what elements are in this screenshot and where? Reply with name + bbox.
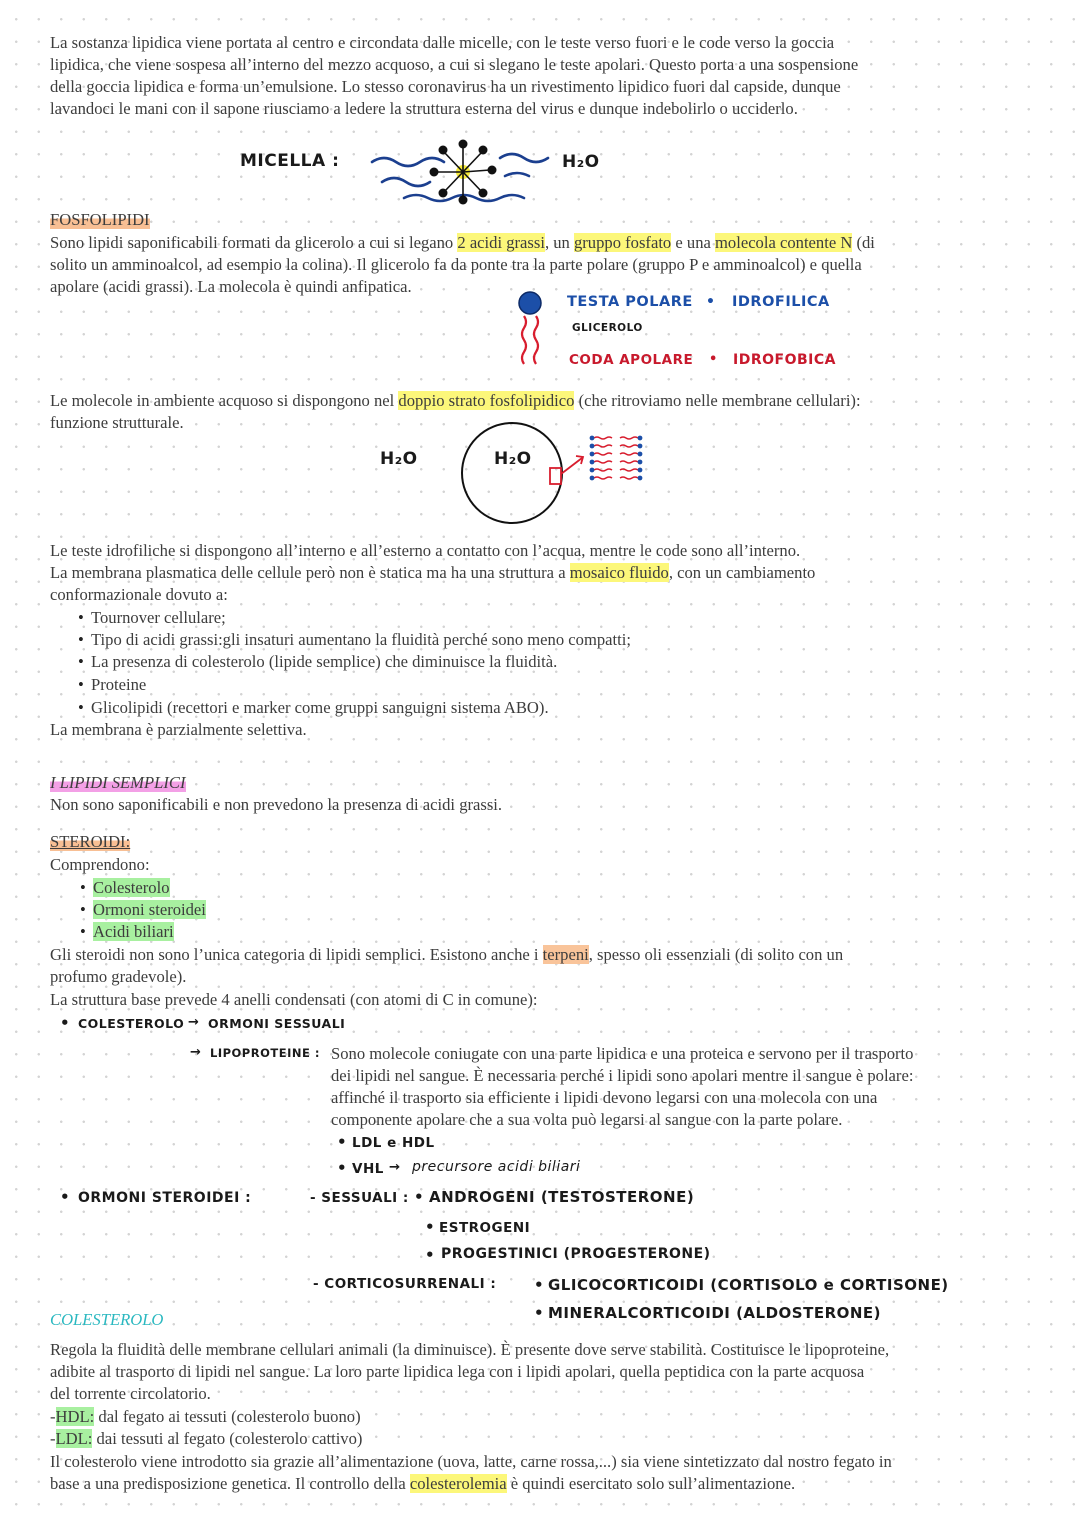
fosfolipidi-heading: FOSFOLIPIDI (50, 210, 150, 229)
lipo-line-1: Sono molecole coniugate con una parte lipidica e una proteica e servono per il trasporto (331, 1044, 914, 1063)
hw-ormoni-sessuali: ORMONI SESSUALI (208, 1016, 346, 1031)
arrow-icon: → (188, 1015, 200, 1030)
membrane-line-2: La membrana plasmatica delle cellule però non è statica ma ha una struttura a mosaico fluido, con un cambiamento (50, 563, 816, 582)
intro-line-2: lipidica, che viene sospesa all’interno del mezzo acquoso, a cui si slegano le teste apolari. Questo porta a una sospensione (50, 55, 859, 74)
arrow-icon: → (389, 1160, 401, 1175)
hdl-line: -HDL: dal fegato ai tessuti (colesterolo buono) (50, 1407, 361, 1426)
hw-ormoni-steroidei: ORMONI STEROIDEI : (78, 1190, 252, 1206)
ldl-line: -LDL: dai tessuti al fegato (colesterolo cattivo) (50, 1429, 363, 1448)
colesterolo-line-2: adibite al trasporto di lipidi nel sangue. La loro parte lipidica lega con i lipidi apolari, quella peptidica con la parte acquosa (50, 1362, 865, 1381)
water-outside-label: H₂O (380, 449, 418, 469)
vesicle-drawing (460, 418, 690, 528)
hw-vhl-note: precursore acidi biliari (412, 1159, 581, 1175)
bullet-dot-1: • (706, 294, 716, 310)
steroidi-item: • Acidi biliari (93, 921, 174, 943)
phospholipid-drawing (508, 290, 568, 380)
hw-sessuali: - SESSUALI : (310, 1190, 409, 1206)
hw-bullet: • (337, 1159, 347, 1177)
membrane-bullet: • Tournover cellulare; (91, 607, 226, 629)
coda-apolare-label: CODA APOLARE (569, 352, 694, 368)
arrow-icon: → (190, 1045, 202, 1060)
intro-line-1: La sostanza lipidica viene portata al centro e circondata dalle micelle, con le teste verso fuori e le code verso la goccia (50, 33, 835, 52)
colesterolo-last-2: base a una predisposizione genetica. Il controllo della colesterolemia è quindi esercitato solo sull’alimentazione. (50, 1474, 796, 1493)
bilayer-line-2: funzione strutturale. (50, 413, 184, 432)
steroidi-item: • Colesterolo (93, 877, 170, 899)
testa-polare-label: TESTA POLARE (567, 294, 693, 310)
hw-progestinici: PROGESTINICI (PROGESTERONE) (441, 1246, 711, 1262)
hw-bullet: • (414, 1188, 424, 1206)
hw-mineralcorticoidi: MINERALCORTICOIDI (ALDOSTERONE) (548, 1304, 882, 1322)
micelle-water-label: H₂O (562, 152, 600, 172)
idrofobica-label: IDROFOBICA (733, 352, 836, 368)
bullet-dot-2: • (709, 352, 718, 367)
steroidi-intro: Comprendono: (50, 855, 150, 874)
micelle-drawing (370, 132, 570, 212)
membrane-bullet: • Proteine (91, 674, 146, 696)
hw-bullet: • (534, 1276, 544, 1294)
hw-corticosurrenali: - CORTICOSURRENALI : (313, 1276, 497, 1292)
lipo-line-2: dei lipidi nel sangue. È necessaria perché i lipidi sono apolari mentre il sangue è polare: (331, 1066, 914, 1085)
membrane-bullet: • Glicolipidi (recettori e marker come gruppi sanguigni sistema ABO). (91, 697, 549, 719)
hw-ldl-hdl: LDL e HDL (352, 1135, 435, 1151)
hw-androgeni: ANDROGENI (TESTOSTERONE) (429, 1188, 695, 1206)
hw-vhl: VHL (352, 1161, 384, 1177)
glicerolo-label: GLICEROLO (572, 322, 643, 334)
hw-bullet: • (425, 1218, 435, 1236)
micella-label: MICELLA : (240, 151, 340, 171)
lipo-line-4: componente apolare che a sua volta può legarsi al sangue con la parte polare. (331, 1110, 843, 1129)
hw-lipoproteine: LIPOPROTEINE : (210, 1046, 320, 1060)
bilayer-line-1: Le molecole in ambiente acquoso si dispongono nel doppio strato fosfolipidico (che ritroviamo nelle membrane cellulari): (50, 391, 861, 410)
steroidi-line-2: profumo gradevole). (50, 967, 187, 986)
lipidi-semplici-heading: I LIPIDI SEMPLICI (50, 773, 186, 792)
water-inside-label: H₂O (494, 449, 532, 469)
intro-line-4: lavandoci le mani con il sapone riusciamo a ledere la struttura esterna del virus e dunque indebolirlo o ucciderlo. (50, 99, 798, 118)
hw-colesterolo: COLESTEROLO (78, 1016, 185, 1031)
colesterolo-heading: COLESTEROLO (50, 1310, 164, 1329)
steroidi-heading: STEROIDI: (50, 832, 131, 851)
fosfolipidi-line-2: solito un amminoalcol, ad esempio la colina). Il glicerolo fa da ponte tra la parte polare (gruppo P e amminoalcol) e quella (50, 255, 862, 274)
membrane-bullet: • Tipo di acidi grassi:gli insaturi aumentano la fluidità perché sono meno compatti; (91, 629, 631, 651)
membrane-line-1: Le teste idrofiliche si dispongono all’interno e all’esterno a contatto con l’acqua, mentre le code sono all’interno. (50, 541, 801, 560)
hw-bullet: • (60, 1188, 70, 1206)
fosfolipidi-line-3: apolare (acidi grassi). La molecola è quindi anfipatica. (50, 277, 412, 296)
colesterolo-line-3: del torrente circolatorio. (50, 1384, 211, 1403)
hw-estrogeni: ESTROGENI (439, 1220, 531, 1236)
hw-bullet: • (534, 1304, 544, 1322)
steroidi-item: • Ormoni steroidei (93, 899, 206, 921)
lipo-line-3: affinché il trasporto sia efficiente i lipidi devono legarsi con una molecola con una (331, 1088, 878, 1107)
intro-line-3: della goccia lipidica e forma un’emulsione. Lo stesso coronavirus ha un rivestimento lipidico fuori dal capside, dunque (50, 77, 841, 96)
colesterolo-last-1: Il colesterolo viene introdotto sia grazie all’alimentazione (uova, latte, carne rossa,...) sia viene sintetizzato dal nostro fegato in (50, 1452, 892, 1471)
colesterolo-line-1: Regola la fluidità delle membrane cellulari animali (la diminuisce). È presente dove serve stabilità. Costituisce le lipoproteine, (50, 1340, 890, 1359)
idrofilica-label: IDROFILICA (732, 294, 830, 310)
fosfolipidi-line-1: Sono lipidi saponificabili formati da glicerolo a cui si legano 2 acidi grassi, un gruppo fosfato e una molecola contente N (di (50, 233, 875, 252)
hw-glicocorticoidi: GLICOCORTICOIDI (CORTISOLO e CORTISONE) (548, 1276, 949, 1294)
lipidi-semplici-line: Non sono saponificabili e non prevedono la presenza di acidi grassi. (50, 795, 503, 814)
steroidi-line-1: Gli steroidi non sono l’unica categoria di lipidi semplici. Esistono anche i terpeni, spesso oli essenziali (di solito con un (50, 945, 844, 964)
hw-bullet: • (60, 1014, 70, 1032)
membrane-closing: La membrana è parzialmente selettiva. (50, 720, 307, 739)
membrane-bullet: • La presenza di colesterolo (lipide semplice) che diminuisce la fluidità. (91, 651, 557, 673)
hw-bullet: • (337, 1133, 347, 1151)
steroidi-line-3: La struttura base prevede 4 anelli condensati (con atomi di C in comune): (50, 990, 538, 1009)
hw-bullet: • (425, 1246, 435, 1264)
membrane-line-3: conformazionale dovuto a: (50, 585, 228, 604)
